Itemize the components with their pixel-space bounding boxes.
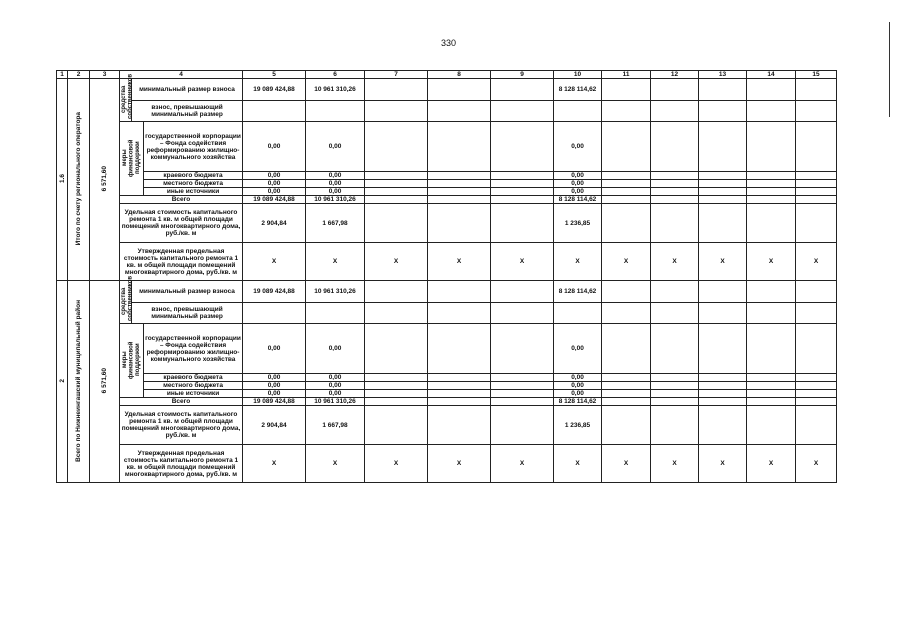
regional-budget-label: краевого бюджета: [144, 172, 243, 180]
value-cell: 0,00: [554, 390, 602, 398]
value-cell: [747, 382, 796, 390]
value-cell: [602, 382, 651, 390]
page-edge-line: [889, 22, 890, 117]
limit-mark-cell: X: [554, 243, 602, 281]
table-row: [57, 303, 837, 324]
value-cell: [428, 172, 491, 180]
value-cell: 1 667,98: [306, 406, 365, 445]
section-number: 2: [58, 379, 66, 383]
value-cell: [491, 374, 554, 382]
section-number-cell: [57, 79, 68, 281]
value-cell: [651, 196, 699, 204]
value-cell: [699, 303, 747, 324]
value-cell: 19 089 424,88: [243, 398, 306, 406]
limit-mark-cell: X: [243, 243, 306, 281]
limit-mark-cell: X: [306, 445, 365, 483]
value-cell: [365, 196, 428, 204]
value-cell: [243, 101, 306, 122]
other-sources-label: иные источники: [144, 188, 243, 196]
value-cell: [796, 188, 837, 196]
value-cell: [365, 303, 428, 324]
value-cell: 0,00: [306, 172, 365, 180]
regional-budget-label: краевого бюджета: [144, 374, 243, 382]
value-cell: [602, 303, 651, 324]
value-cell: [602, 390, 651, 398]
value-cell: [428, 204, 491, 243]
value-cell: [699, 196, 747, 204]
value-cell: [747, 390, 796, 398]
value-cell: 0,00: [306, 180, 365, 188]
value-cell: [365, 180, 428, 188]
value-cell: [491, 281, 554, 303]
value-cell: [651, 382, 699, 390]
value-cell: [796, 324, 837, 374]
value-cell: [796, 398, 837, 406]
value-cell: 10 961 310,26: [306, 281, 365, 303]
value-cell: [365, 101, 428, 122]
value-cell: 0,00: [243, 172, 306, 180]
limit-mark-cell: X: [747, 243, 796, 281]
limit-mark-cell: X: [428, 445, 491, 483]
value-cell: [747, 196, 796, 204]
limit-cost-label: Утвержденная предельная стоимость капитального ремонта 1 кв. м общей площади помещений многоквартирного дома, руб./кв. м: [120, 445, 243, 483]
value-cell: 8 128 114,62: [554, 196, 602, 204]
value-cell: [428, 324, 491, 374]
value-cell: [428, 188, 491, 196]
value-cell: [365, 406, 428, 445]
value-cell: [796, 204, 837, 243]
support-measures-group: [120, 122, 144, 196]
local-budget-label: местного бюджета: [144, 382, 243, 390]
limit-mark-cell: X: [699, 243, 747, 281]
value-cell: [699, 390, 747, 398]
value-cell: [491, 390, 554, 398]
limit-mark-cell: X: [747, 445, 796, 483]
column-header: 7: [365, 71, 428, 79]
section-name-cell: [68, 79, 90, 281]
table-row: [57, 180, 837, 188]
value-cell: [491, 79, 554, 101]
value-cell: [651, 180, 699, 188]
value-cell: [602, 398, 651, 406]
value-cell: 0,00: [243, 180, 306, 188]
value-cell: [699, 180, 747, 188]
value-cell: [602, 281, 651, 303]
value-cell: [699, 382, 747, 390]
value-cell: 1 236,85: [554, 406, 602, 445]
value-cell: [243, 303, 306, 324]
value-cell: 0,00: [243, 122, 306, 172]
value-cell: [699, 204, 747, 243]
value-cell: 19 089 424,88: [243, 196, 306, 204]
value-cell: [651, 188, 699, 196]
column-header: 4: [120, 71, 243, 79]
value-cell: [699, 101, 747, 122]
value-cell: [428, 303, 491, 324]
value-cell: [428, 79, 491, 101]
total-label: Всего: [120, 398, 243, 406]
value-cell: 2 904,84: [243, 204, 306, 243]
value-cell: [651, 101, 699, 122]
value-cell: [491, 406, 554, 445]
value-cell: [651, 204, 699, 243]
value-cell: [747, 374, 796, 382]
value-cell: 1 236,85: [554, 204, 602, 243]
value-cell: [651, 374, 699, 382]
value-cell: [365, 382, 428, 390]
table-row: [57, 382, 837, 390]
value-cell: [491, 204, 554, 243]
value-cell: [796, 122, 837, 172]
section-area: 6 571,60: [101, 367, 108, 394]
owners-funds-group: [120, 275, 134, 324]
value-cell: [796, 172, 837, 180]
value-cell: [602, 79, 651, 101]
value-cell: [428, 281, 491, 303]
value-cell: [491, 382, 554, 390]
value-cell: 0,00: [243, 188, 306, 196]
value-cell: 19 089 424,88: [243, 79, 306, 101]
value-cell: [491, 398, 554, 406]
value-cell: [365, 204, 428, 243]
value-cell: [491, 324, 554, 374]
local-budget-label: местного бюджета: [144, 180, 243, 188]
table-row: [57, 172, 837, 180]
capital-repair-table: [56, 70, 837, 483]
value-cell: [602, 122, 651, 172]
excess-contribution-label: взнос, превышающий минимальный размер: [132, 303, 243, 324]
value-cell: [747, 281, 796, 303]
value-cell: 19 089 424,88: [243, 281, 306, 303]
limit-mark-cell: X: [428, 243, 491, 281]
value-cell: [747, 406, 796, 445]
limit-mark-cell: X: [491, 243, 554, 281]
value-cell: [365, 281, 428, 303]
value-cell: [428, 101, 491, 122]
value-cell: [602, 374, 651, 382]
value-cell: [796, 196, 837, 204]
section-name: Итого по счету регионального оператора: [75, 111, 82, 246]
limit-mark-cell: X: [796, 243, 837, 281]
value-cell: [699, 122, 747, 172]
limit-mark-cell: X: [602, 445, 651, 483]
value-cell: 0,00: [554, 382, 602, 390]
value-cell: [699, 188, 747, 196]
value-cell: [699, 281, 747, 303]
limit-mark-cell: X: [306, 243, 365, 281]
value-cell: [602, 101, 651, 122]
value-cell: [602, 172, 651, 180]
table-row: [57, 406, 837, 445]
owners-funds-label: средства собственников: [121, 275, 134, 321]
value-cell: 0,00: [554, 188, 602, 196]
value-cell: 8 128 114,62: [554, 398, 602, 406]
value-cell: 0,00: [306, 382, 365, 390]
value-cell: [651, 398, 699, 406]
value-cell: [365, 122, 428, 172]
value-cell: [491, 101, 554, 122]
value-cell: [747, 398, 796, 406]
value-cell: [699, 374, 747, 382]
value-cell: [747, 101, 796, 122]
value-cell: [651, 172, 699, 180]
value-cell: [602, 188, 651, 196]
table-row: [57, 281, 837, 303]
value-cell: [554, 101, 602, 122]
state-corp-label: государственной корпорации – Фонда содействия реформированию жилищно-коммунального хозяйства: [144, 122, 243, 172]
owners-funds-label: средства собственников: [121, 73, 134, 119]
value-cell: [747, 180, 796, 188]
limit-mark-cell: X: [491, 445, 554, 483]
section-name: Всего по Нижнеингашский муниципальный район: [75, 299, 82, 462]
column-header: 1: [57, 71, 68, 79]
column-header: 2: [68, 71, 90, 79]
table-row: [57, 204, 837, 243]
value-cell: [602, 204, 651, 243]
unit-cost-label: Удельная стоимость капитального ремонта 1 кв. м общей площади помещений многоквартирного дома, руб./кв. м: [120, 204, 243, 243]
value-cell: 0,00: [306, 374, 365, 382]
section-area: 6 571,60: [101, 165, 108, 192]
limit-cost-label: Утвержденная предельная стоимость капитального ремонта 1 кв. м общей площади помещений многоквартирного дома, руб./кв. м: [120, 243, 243, 281]
support-measures-label: меры финансовой поддержки: [121, 138, 141, 177]
value-cell: [796, 382, 837, 390]
area-cell: [90, 281, 120, 483]
value-cell: [365, 398, 428, 406]
table-row: [57, 324, 837, 374]
value-cell: [796, 79, 837, 101]
column-header: 15: [796, 71, 837, 79]
value-cell: 0,00: [243, 382, 306, 390]
value-cell: [428, 398, 491, 406]
value-cell: [699, 79, 747, 101]
value-cell: 2 904,84: [243, 406, 306, 445]
value-cell: [491, 122, 554, 172]
value-cell: [747, 122, 796, 172]
value-cell: [428, 390, 491, 398]
table-row: [57, 445, 837, 483]
value-cell: 0,00: [306, 324, 365, 374]
section-name-cell: [68, 281, 90, 483]
limit-mark-cell: X: [365, 243, 428, 281]
value-cell: 0,00: [554, 324, 602, 374]
value-cell: [747, 79, 796, 101]
value-cell: [602, 406, 651, 445]
value-cell: 8 128 114,62: [554, 79, 602, 101]
table-row: [57, 79, 837, 101]
value-cell: [428, 406, 491, 445]
column-header: 14: [747, 71, 796, 79]
owners-funds-group: [120, 73, 134, 122]
min-contribution-label: минимальный размер взноса: [132, 281, 243, 303]
other-sources-label: иные источники: [144, 390, 243, 398]
value-cell: [699, 172, 747, 180]
value-cell: [365, 374, 428, 382]
limit-mark-cell: X: [602, 243, 651, 281]
excess-contribution-label: взнос, превышающий минимальный размер: [132, 101, 243, 122]
table-row: [57, 398, 837, 406]
value-cell: [699, 398, 747, 406]
limit-mark-cell: X: [365, 445, 428, 483]
value-cell: [428, 196, 491, 204]
value-cell: [651, 303, 699, 324]
value-cell: [747, 188, 796, 196]
value-cell: [428, 122, 491, 172]
value-cell: [365, 172, 428, 180]
value-cell: 8 128 114,62: [554, 281, 602, 303]
table-row: [57, 243, 837, 281]
value-cell: [747, 204, 796, 243]
support-measures-label: меры финансовой поддержки: [121, 340, 141, 379]
section-number-cell: [57, 281, 68, 483]
value-cell: [306, 303, 365, 324]
value-cell: [365, 79, 428, 101]
column-header: 6: [306, 71, 365, 79]
value-cell: [651, 406, 699, 445]
value-cell: 0,00: [554, 374, 602, 382]
value-cell: [796, 390, 837, 398]
value-cell: 0,00: [306, 390, 365, 398]
column-header: 12: [651, 71, 699, 79]
column-header: 10: [554, 71, 602, 79]
unit-cost-label: Удельная стоимость капитального ремонта 1 кв. м общей площади помещений многоквартирного дома, руб./кв. м: [120, 406, 243, 445]
column-header: 8: [428, 71, 491, 79]
value-cell: [651, 281, 699, 303]
value-cell: [747, 324, 796, 374]
limit-mark-cell: X: [554, 445, 602, 483]
state-corp-label: государственной корпорации – Фонда содействия реформированию жилищно-коммунального хозяйства: [144, 324, 243, 374]
value-cell: 0,00: [554, 122, 602, 172]
value-cell: [365, 188, 428, 196]
limit-mark-cell: X: [651, 445, 699, 483]
value-cell: [428, 180, 491, 188]
table-row: [57, 390, 837, 398]
limit-mark-cell: X: [796, 445, 837, 483]
value-cell: [796, 101, 837, 122]
column-header: 11: [602, 71, 651, 79]
value-cell: [428, 382, 491, 390]
limit-mark-cell: X: [699, 445, 747, 483]
value-cell: [651, 390, 699, 398]
area-cell: [90, 79, 120, 281]
table-row: [57, 196, 837, 204]
value-cell: [747, 303, 796, 324]
value-cell: 0,00: [554, 172, 602, 180]
value-cell: [491, 188, 554, 196]
support-measures-group: [120, 324, 144, 398]
min-contribution-label: минимальный размер взноса: [132, 79, 243, 101]
value-cell: [651, 79, 699, 101]
value-cell: [491, 172, 554, 180]
value-cell: [699, 406, 747, 445]
value-cell: [602, 324, 651, 374]
value-cell: 1 667,98: [306, 204, 365, 243]
column-number-row: [57, 71, 837, 79]
limit-mark-cell: X: [243, 445, 306, 483]
value-cell: 0,00: [243, 374, 306, 382]
value-cell: [796, 281, 837, 303]
value-cell: [796, 180, 837, 188]
value-cell: 0,00: [243, 390, 306, 398]
value-cell: [491, 196, 554, 204]
column-header: 13: [699, 71, 747, 79]
value-cell: 0,00: [306, 122, 365, 172]
page-number: 330: [441, 38, 457, 48]
value-cell: [365, 324, 428, 374]
value-cell: [747, 172, 796, 180]
value-cell: [491, 303, 554, 324]
value-cell: [428, 374, 491, 382]
section-number: 1.6: [58, 173, 66, 184]
value-cell: [554, 303, 602, 324]
value-cell: [796, 303, 837, 324]
table-row: [57, 374, 837, 382]
value-cell: [651, 324, 699, 374]
table-row: [57, 188, 837, 196]
value-cell: [651, 122, 699, 172]
value-cell: [796, 374, 837, 382]
column-header: 5: [243, 71, 306, 79]
column-header: 9: [491, 71, 554, 79]
value-cell: [602, 196, 651, 204]
value-cell: 10 961 310,26: [306, 196, 365, 204]
table-row: [57, 122, 837, 172]
limit-mark-cell: X: [651, 243, 699, 281]
value-cell: [796, 406, 837, 445]
value-cell: 0,00: [243, 324, 306, 374]
value-cell: [699, 324, 747, 374]
table-row: [57, 101, 837, 122]
value-cell: [365, 390, 428, 398]
value-cell: 10 961 310,26: [306, 398, 365, 406]
value-cell: 0,00: [554, 180, 602, 188]
value-cell: [491, 180, 554, 188]
total-label: Всего: [120, 196, 243, 204]
value-cell: [602, 180, 651, 188]
column-header: 3: [90, 71, 120, 79]
value-cell: 0,00: [306, 188, 365, 196]
value-cell: [306, 101, 365, 122]
value-cell: 10 961 310,26: [306, 79, 365, 101]
